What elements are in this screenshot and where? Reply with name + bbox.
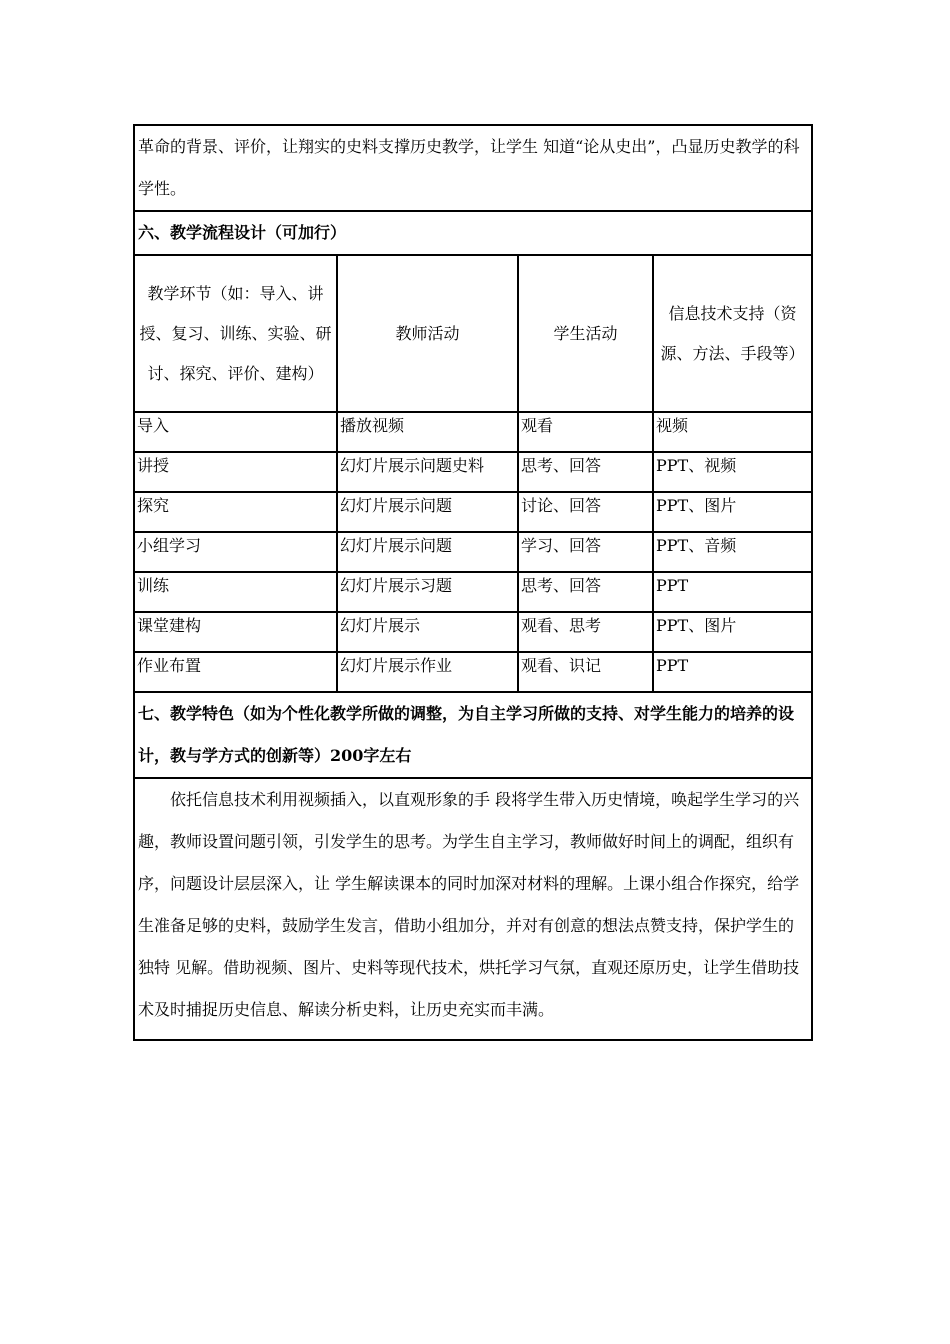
table-row bbox=[135, 652, 811, 692]
header-it-support: 信息技术支持（资源、方法、手段等） bbox=[653, 256, 811, 412]
lesson-plan-document bbox=[133, 124, 813, 1041]
cell-student: 思考、回答 bbox=[518, 572, 653, 612]
cell-stage: 探究 bbox=[135, 492, 337, 532]
cell-student: 讨论、回答 bbox=[518, 492, 653, 532]
cell-it: PPT、音频 bbox=[653, 532, 811, 572]
header-student: 学生活动 bbox=[518, 256, 653, 412]
cell-teacher: 播放视频 bbox=[337, 412, 518, 452]
cell-stage: 导入 bbox=[135, 412, 337, 452]
table-row bbox=[135, 572, 811, 612]
cell-stage: 课堂建构 bbox=[135, 612, 337, 652]
section6-title: 六、教学流程设计（可加行） bbox=[135, 212, 811, 256]
header-stage: 教学环节（如：导入、讲授、复习、训练、实验、研讨、探究、评价、建构） bbox=[135, 256, 337, 412]
header-teacher: 教师活动 bbox=[337, 256, 518, 412]
table-row bbox=[135, 612, 811, 652]
cell-teacher: 幻灯片展示习题 bbox=[337, 572, 518, 612]
section7-body: 依托信息技术利用视频插入，以直观形象的手 段将学生带入历史情境，唤起学生学习的兴趣，教师设置问题引领，引发学生的思考。为学生自主学习，教师做好时间上的调配，组织有序，问题设计层层深入，让 学生解读课本的同时加深对材料的理解。上课小组合作探究，给学生准备足够的史料，鼓励学生发言，借助小组加分，并对有创意的想法点赞支持，保护学生的独特 见解。借助视频、图片、史料等现代技术，烘托学习气氛，直观还原历史，让学生借助技术及时捕捉历史信息、解读分析史料，让历史充实而丰满。 bbox=[138, 790, 800, 1019]
cell-student: 观看、思考 bbox=[518, 612, 653, 652]
table-row bbox=[135, 492, 811, 532]
teaching-flow-table bbox=[135, 256, 811, 693]
cell-student: 学习、回答 bbox=[518, 532, 653, 572]
cell-it: PPT、图片 bbox=[653, 612, 811, 652]
table-row bbox=[135, 532, 811, 572]
cell-teacher: 幻灯片展示问题 bbox=[337, 492, 518, 532]
cell-teacher: 幻灯片展示作业 bbox=[337, 652, 518, 692]
intro-paragraph: 革命的背景、评价，让翔实的史料支撑历史教学，让学生 知道“论从史出”，凸显历史教学的科学性。 bbox=[135, 126, 811, 212]
cell-teacher: 幻灯片展示问题 bbox=[337, 532, 518, 572]
cell-stage: 作业布置 bbox=[135, 652, 337, 692]
cell-stage: 小组学习 bbox=[135, 532, 337, 572]
cell-student: 观看 bbox=[518, 412, 653, 452]
cell-student: 思考、回答 bbox=[518, 452, 653, 492]
cell-it: PPT、图片 bbox=[653, 492, 811, 532]
cell-it: PPT bbox=[653, 572, 811, 612]
cell-teacher: 幻灯片展示 bbox=[337, 612, 518, 652]
cell-student: 观看、识记 bbox=[518, 652, 653, 692]
cell-teacher: 幻灯片展示问题史料 bbox=[337, 452, 518, 492]
table-row bbox=[135, 452, 811, 492]
table-header-row bbox=[135, 256, 811, 412]
cell-it: 视频 bbox=[653, 412, 811, 452]
cell-stage: 讲授 bbox=[135, 452, 337, 492]
section7-title: 七、教学特色（如为个性化教学所做的调整，为自主学习所做的支持、对学生能力的培养的设计，教与学方式的创新等）200字左右 bbox=[135, 693, 811, 779]
cell-stage: 训练 bbox=[135, 572, 337, 612]
table-row bbox=[135, 412, 811, 452]
cell-it: PPT bbox=[653, 652, 811, 692]
cell-it: PPT、视频 bbox=[653, 452, 811, 492]
